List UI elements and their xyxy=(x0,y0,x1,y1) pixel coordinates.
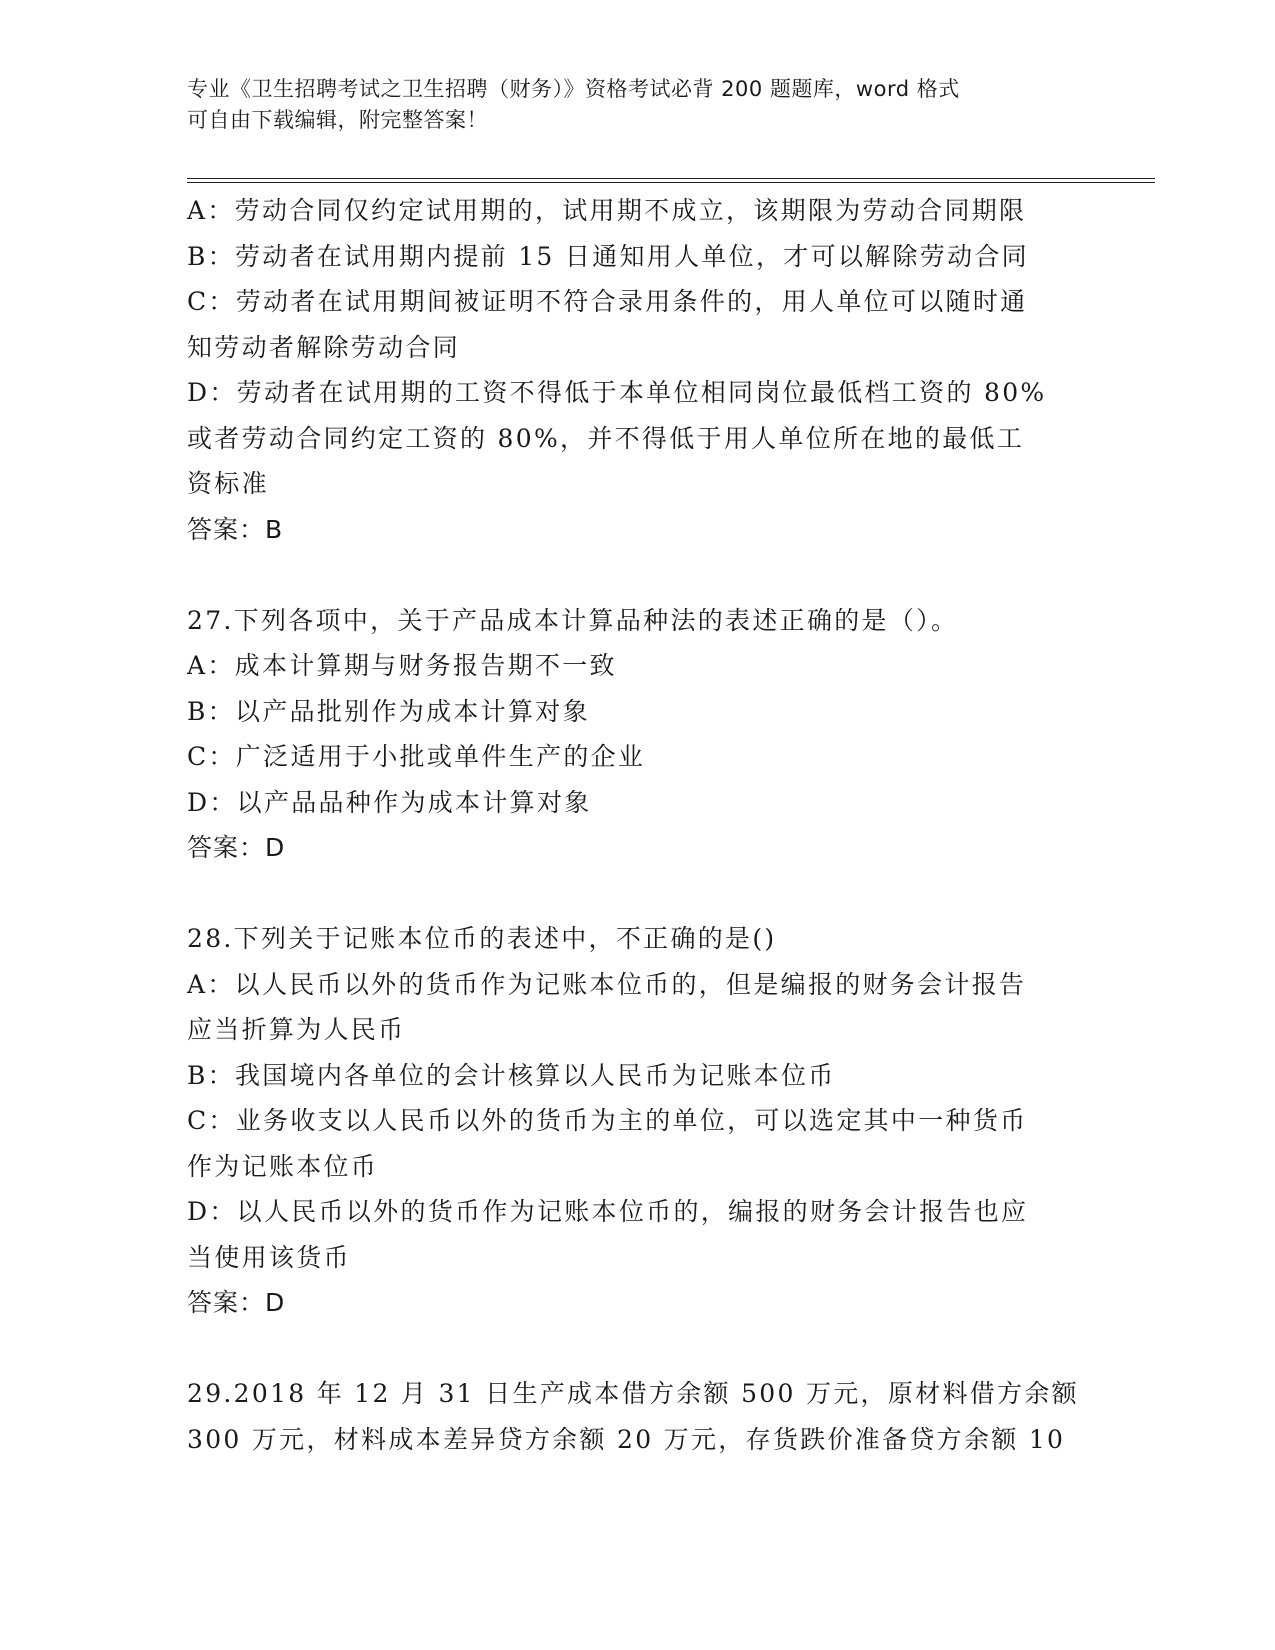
question-28-block xyxy=(187,916,1087,1326)
option-text: C：劳动者在试用期间被证明不符合录用条件的，用人单位可以随时通 xyxy=(187,287,1028,316)
option-text: C：业务收支以人民币以外的货币为主的单位，可以选定其中一种货币 xyxy=(187,1106,1028,1135)
question-text: 300 万元，材料成本差异贷方余额 20 万元，存货跌价准备贷方余额 10 xyxy=(187,1424,1066,1454)
answer-label: 答案：D xyxy=(187,833,286,862)
question-27-block xyxy=(187,598,1087,871)
option-text: C：广泛适用于小批或单件生产的企业 xyxy=(187,742,646,771)
header-title-line-1: 专业《卫生招聘考试之卫生招聘（财务）》资格考试必背 200 题题库，word 格式 xyxy=(187,77,960,101)
option-text: B：以产品批别作为成本计算对象 xyxy=(187,696,590,726)
question-text: 28.下列关于记账本位币的表述中，不正确的是() xyxy=(187,924,777,953)
option-text: 或者劳动合同约定工资的 80%，并不得低于用人单位所在地的最低工 xyxy=(187,423,1025,453)
option-text: B：劳动者在试用期内提前 15 日通知用人单位，才可以解除劳动合同 xyxy=(187,241,1029,271)
document-body xyxy=(187,188,1087,1462)
header-title-line-2: 可自由下载编辑，附完整答案！ xyxy=(187,108,488,132)
option-text: B：我国境内各单位的会计核算以人民币为记账本位币 xyxy=(187,1060,836,1090)
option-text: 知劳动者解除劳动合同 xyxy=(187,332,461,362)
option-text: A：成本计算期与财务报告期不一致 xyxy=(187,651,617,680)
option-text: 当使用该货币 xyxy=(187,1242,351,1272)
header-divider xyxy=(187,178,1155,183)
option-text: D：劳动者在试用期的工资不得低于本单位相同岗位最低档工资的 80% xyxy=(187,378,1047,407)
spacer xyxy=(187,552,1087,598)
option-text: 资标准 xyxy=(187,469,269,498)
option-text: 作为记账本位币 xyxy=(187,1151,379,1181)
question-text: 27.下列各项中，关于产品成本计算品种法的表述正确的是（）。 xyxy=(187,605,959,635)
option-text: A：以人民币以外的货币作为记账本位币的，但是编报的财务会计报告 xyxy=(187,969,1027,999)
answer-label: 答案：B xyxy=(187,514,284,544)
option-text: D：以人民币以外的货币作为记账本位币的，编报的财务会计报告也应 xyxy=(187,1197,1029,1226)
option-text: A：劳动合同仅约定试用期的，试用期不成立，该期限为劳动合同期限 xyxy=(187,196,1027,225)
question-29-block xyxy=(187,1371,1087,1462)
page-header xyxy=(187,74,1067,136)
spacer xyxy=(187,871,1087,917)
question-26-block xyxy=(187,188,1087,552)
option-text: 应当折算为人民币 xyxy=(187,1015,406,1044)
option-text: D：以产品品种作为成本计算对象 xyxy=(187,787,592,817)
answer-label: 答案：D xyxy=(187,1288,286,1317)
spacer xyxy=(187,1326,1087,1372)
question-text: 29.2018 年 12 月 31 日生产成本借方余额 500 万元，原材料借方余额 xyxy=(187,1379,1079,1408)
